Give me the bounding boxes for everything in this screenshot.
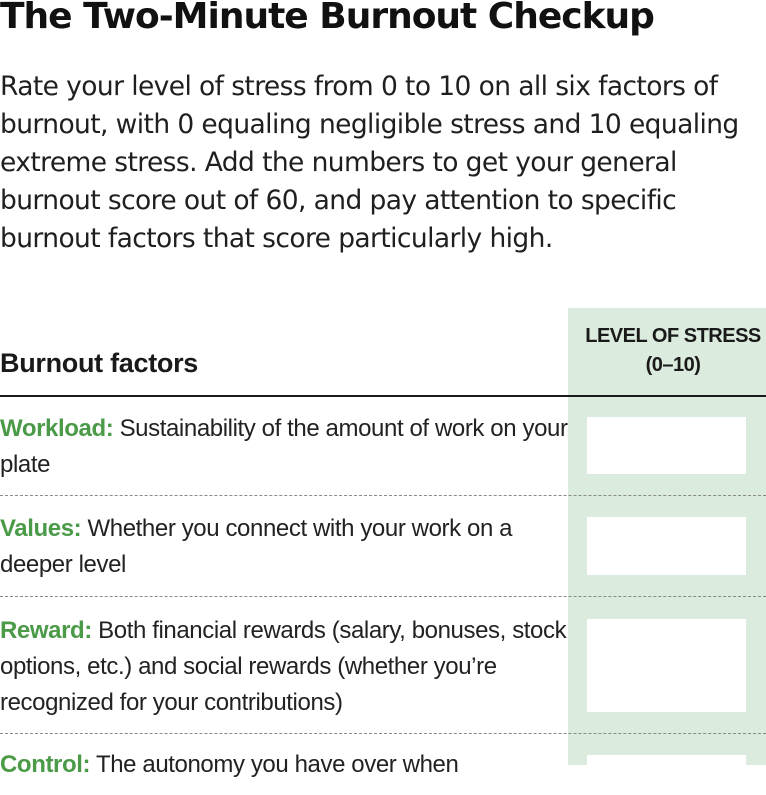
factor-row-reward [0,613,570,721]
burnout-factors-header: Burnout factors [0,348,199,378]
score-input-control[interactable] [587,755,746,795]
stress-level-header [568,322,766,380]
factor-name-reward: Reward: [0,617,92,644]
stress-level-header-title: LEVEL OF STRESS [585,325,761,347]
factor-row-workload [0,411,570,483]
factor-description-reward: Both financial rewards (salary, bonuses, stock options, etc.) and social rewards (whether you’re recognized for your contributions) [0,617,567,716]
factor-name-workload: Workload: [0,415,114,442]
stress-level-header-range: (0–10) [645,354,701,376]
row-divider [0,596,766,597]
factor-description-control: The autonomy you have over when [90,751,459,778]
factor-row-control [0,747,570,783]
row-divider [0,733,766,734]
score-input-reward[interactable] [587,619,746,712]
factor-row-values [0,511,570,583]
intro-paragraph: Rate your level of stress from 0 to 10 on all six factors of burnout, with 0 equaling negligible stress and 10 equaling extreme stress. Add the numbers to get your general burnout score out of 60, and pay attention to specific burnout factors that score particularly high. [0,71,739,254]
factor-description-values: Whether you connect with your work on a deeper level [0,515,513,578]
score-input-values[interactable] [587,517,746,575]
score-input-workload[interactable] [587,417,746,474]
header-divider [0,395,766,397]
page-title: The Two-Minute Burnout Checkup [0,0,654,37]
factor-description-workload: Sustainability of the amount of work on your plate [0,415,568,478]
factor-name-values: Values: [0,515,82,542]
factor-name-control: Control: [0,751,91,778]
row-divider [0,495,766,496]
